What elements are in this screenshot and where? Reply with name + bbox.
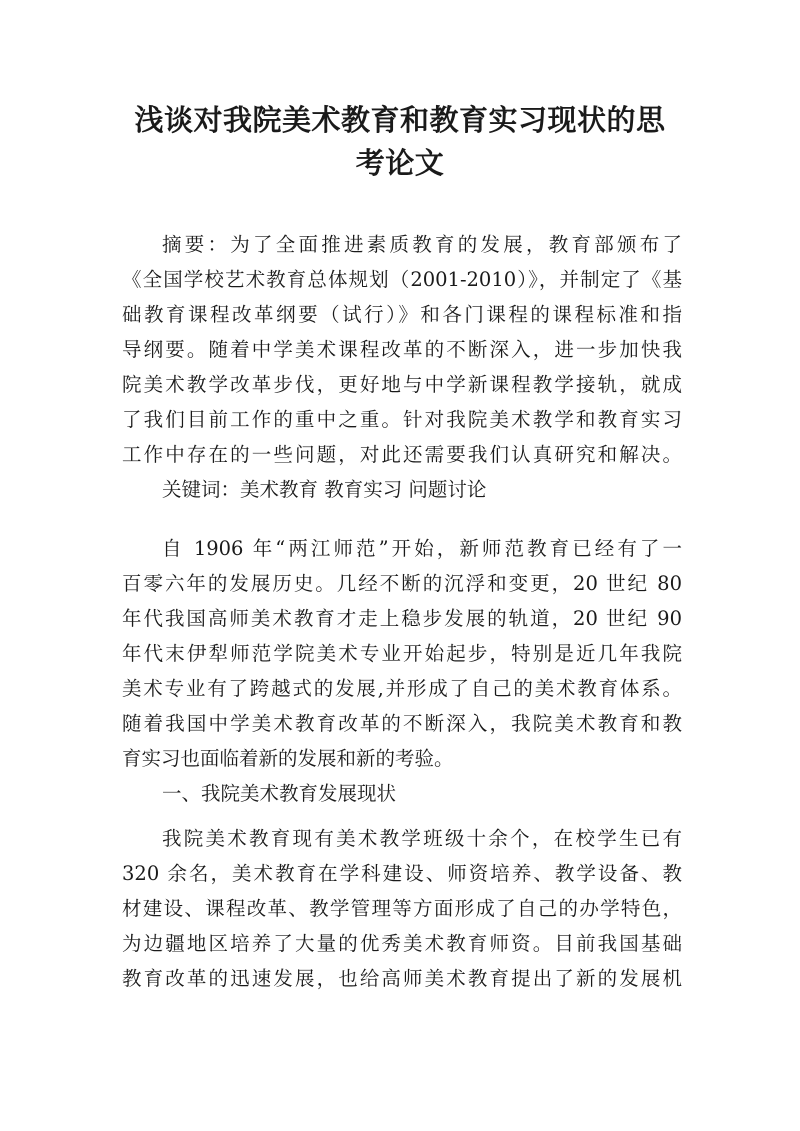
body-line: 材建设、课程改革、教学管理等方面形成了自己的办学特色，: [122, 897, 682, 920]
abstract-line: 工作中存在的一些问题，对此还需要我们认真研究和解决。: [122, 443, 682, 466]
document-title-line-2: 考论文: [355, 146, 445, 180]
body-line: 自 1906 年“两江师范”开始，新师范教育已经有了一: [162, 537, 682, 560]
body-line: 随着我国中学美术教育改革的不断深入，我院美术教育和教: [122, 712, 682, 735]
abstract-line: 摘要：为了全面推进素质教育的发展，教育部颁布了: [162, 233, 682, 256]
section-heading: 一、我院美术教育发展现状: [162, 782, 397, 805]
abstract-line: 础教育课程改革纲要（试行）》和各门课程的课程标准和指: [122, 303, 682, 326]
body-line: 育实习也面临着新的发展和新的考验。: [122, 747, 454, 770]
body-line: 为边疆地区培养了大量的优秀美术教育师资。目前我国基础: [122, 932, 682, 955]
body-line: 年代末伊犁师范学院美术专业开始起步，特别是近几年我院: [122, 642, 682, 665]
body-line: 320 余名，美术教育在学科建设、师资培养、教学设备、教: [122, 862, 682, 885]
body-line: 我院美术教育现有美术教学班级十余个，在校学生已有: [162, 827, 682, 850]
body-line: 年代我国高师美术教育才走上稳步发展的轨道，20 世纪 90: [122, 607, 682, 630]
body-line: 百零六年的发展历史。几经不断的沉浮和变更，20 世纪 80: [122, 572, 682, 595]
abstract-line: 《全国学校艺术教育总体规划（2001-2010）》，并制定了《基: [122, 268, 682, 291]
keywords-line: 关键词：美术教育 教育实习 问题讨论: [162, 478, 487, 501]
body-line: 教育改革的迅速发展，也给高师美术教育提出了新的发展机: [122, 967, 682, 990]
document-title-line-1: 浅谈对我院美术教育和教育实习现状的思: [134, 103, 666, 137]
abstract-line: 了我们目前工作的重中之重。针对我院美术教学和教育实习: [122, 408, 682, 431]
abstract-line: 院美术教学改革步伐，更好地与中学新课程教学接轨，就成: [122, 373, 682, 396]
body-line: 美术专业有了跨越式的发展,并形成了自己的美术教育体系。: [122, 677, 682, 700]
abstract-line: 导纲要。随着中学美术课程改革的不断深入，进一步加快我: [122, 338, 682, 361]
